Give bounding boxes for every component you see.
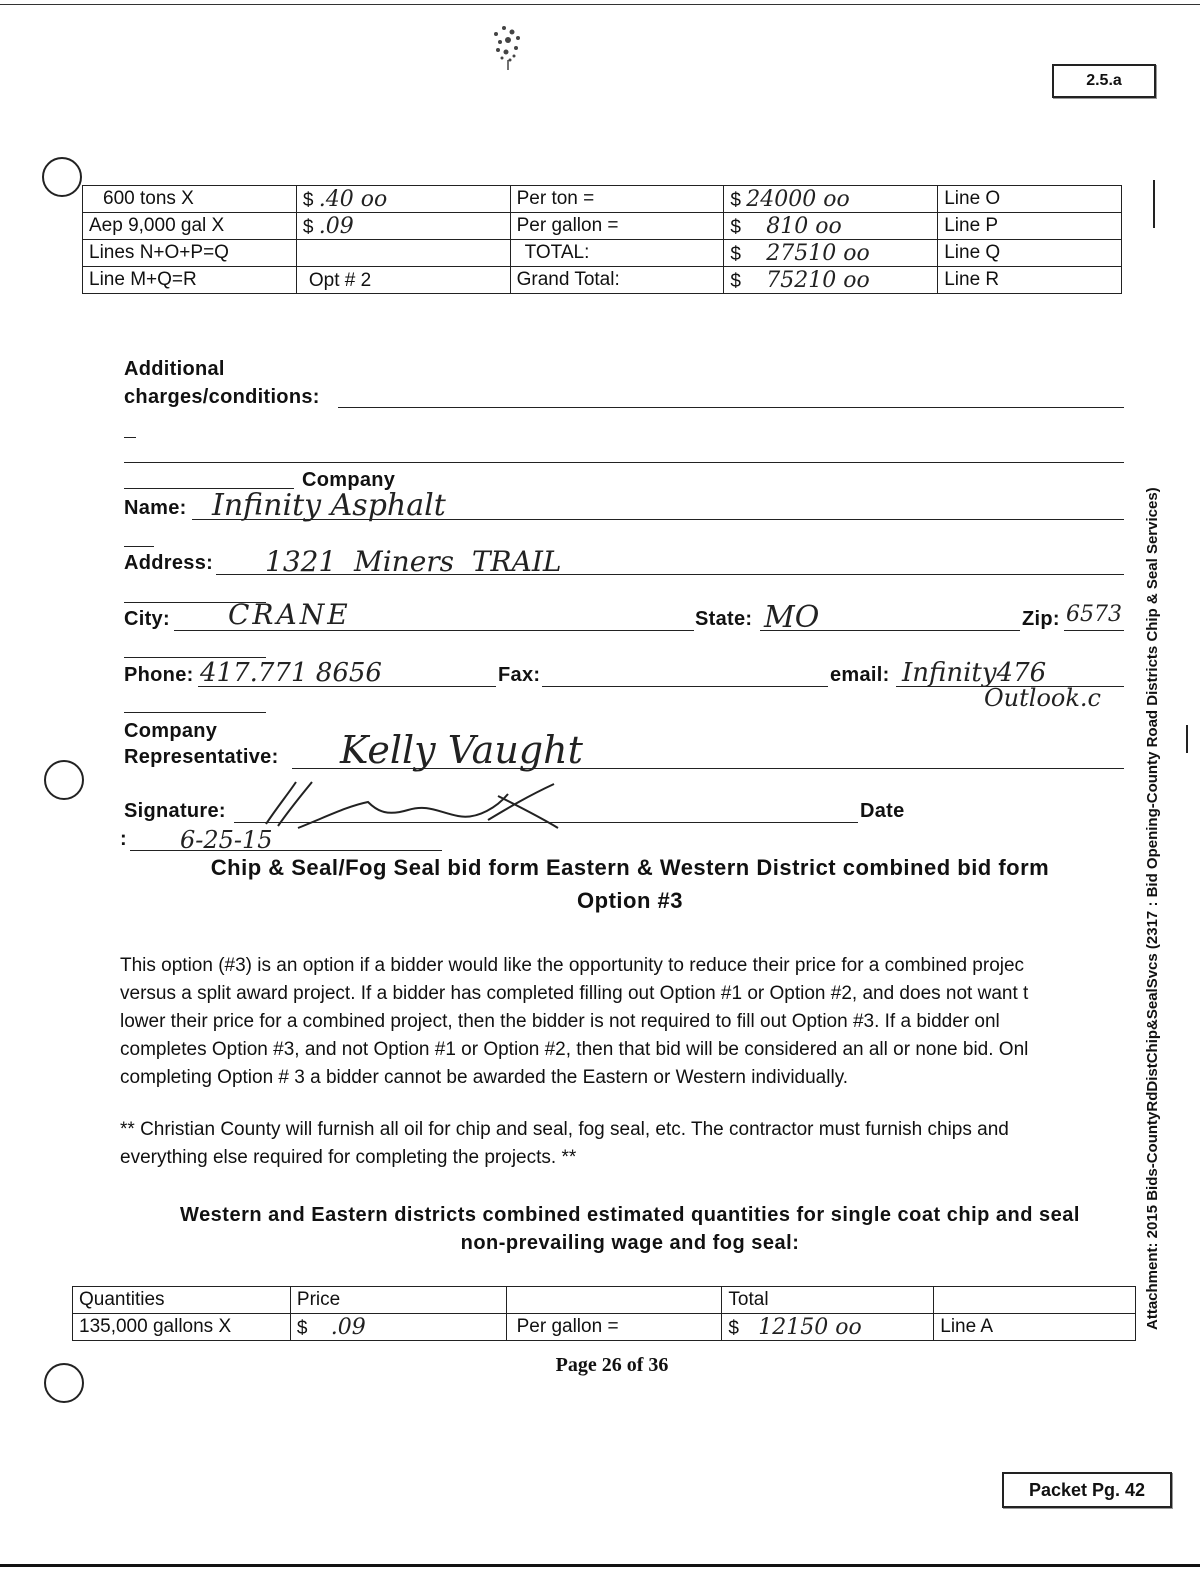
zip-field[interactable]: [1064, 630, 1124, 631]
unit-cell: Grand Total:: [510, 267, 724, 294]
date-field[interactable]: [130, 850, 442, 851]
header-cell: Quantities: [73, 1287, 291, 1314]
phone-label: Phone:: [124, 664, 194, 686]
top-border: [0, 4, 1200, 5]
line-cell: Line Q: [938, 240, 1122, 267]
phone-value: 417.771 8656: [200, 658, 382, 688]
note-line: ** Christian County will furnish all oil for chip and seal, fog seal, etc. The contractor must furnish chips and: [120, 1119, 1009, 1140]
total-cell: $ 810 oo: [724, 213, 938, 240]
date-label: Date: [860, 800, 905, 822]
handwritten-signature: [258, 776, 568, 836]
conditions-field[interactable]: [338, 407, 1124, 408]
state-value: MO: [764, 600, 820, 635]
conditions-field-line2[interactable]: [124, 462, 1124, 463]
stamp-mark-icon: [486, 20, 530, 72]
total-cell: $ 27510 oo: [724, 240, 938, 267]
zip-label: Zip:: [1022, 608, 1060, 630]
punch-hole: [44, 760, 84, 800]
line-cell: Line O: [938, 186, 1122, 213]
city-value: CRANE: [228, 598, 351, 631]
quantities-subheading: non-prevailing wage and fog seal:: [460, 1232, 800, 1254]
paragraph-line: versus a split award project. If a bidder has completed filling out Option #1 or Option #2, and does not want t: [120, 983, 1029, 1004]
qty-cell: Aep 9,000 gal X: [83, 213, 297, 240]
paragraph-line: This option (#3) is an option if a bidder would like the opportunity to reduce their price for a combined projec: [120, 955, 1025, 976]
oil-note: [120, 1116, 1136, 1172]
city-label: City:: [124, 608, 170, 630]
email-value: Infinity476: [902, 658, 1047, 688]
qty-cell: 600 tons X: [83, 186, 297, 213]
quantities-heading: Western and Eastern districts combined estimated quantities for single coat chip and seal: [180, 1204, 1080, 1226]
packet-page-tag: Packet Pg. 42: [1002, 1472, 1172, 1508]
page-tag: 2.5.a: [1052, 64, 1156, 98]
total-cell: $ 24000 oo: [724, 186, 938, 213]
total-cell: $ 12150 oo: [722, 1314, 934, 1341]
underline: [124, 437, 136, 438]
top-bid-table: [82, 185, 1122, 294]
option3-paragraph: [120, 952, 1136, 1092]
date-prefix: :: [120, 828, 127, 850]
page-number: Page 26 of 36: [555, 1354, 669, 1376]
table-row: [83, 186, 1122, 213]
underline: [124, 712, 266, 713]
price-cell: [296, 240, 510, 267]
price-cell: Opt # 2: [296, 267, 510, 294]
rep-value: Kelly Vaught: [340, 728, 583, 772]
side-attachment-text: Attachment: 2015 Bids-CountyRdDistChip&SealSvcs (2317 : Bid Opening-County Road Districts Chip & Seal Services): [1144, 487, 1161, 1330]
header-cell: [506, 1287, 722, 1314]
signature-label: Signature:: [124, 800, 226, 822]
unit-cell: TOTAL:: [510, 240, 724, 267]
price-cell: $ .09: [296, 213, 510, 240]
unit-cell: Per gallon =: [506, 1314, 722, 1341]
header-cell: [934, 1287, 1136, 1314]
line-cell: Line R: [938, 267, 1122, 294]
qty-cell: Lines N+O+P=Q: [83, 240, 297, 267]
conditions-label: charges/conditions:: [124, 386, 320, 408]
underline: [124, 546, 154, 547]
date-value: 6-25-15: [180, 826, 273, 854]
email-value-line2: Outlook.c: [984, 684, 1101, 712]
table-row: [83, 213, 1122, 240]
address-label: Address:: [124, 552, 214, 574]
paragraph-line: completes Option #3, and not Option #1 or Option #2, then that bid will be considered an all or none bid. Onl: [120, 1039, 1029, 1060]
price-cell: $ .09: [290, 1314, 506, 1341]
qty-cell: 135,000 gallons X: [73, 1314, 291, 1341]
total-cell: $ 75210 oo: [724, 267, 938, 294]
line-cell: Line P: [938, 213, 1122, 240]
additional-label: Additional: [124, 358, 225, 380]
table-row: [83, 267, 1122, 294]
name-label: Name:: [124, 497, 187, 519]
zip-value: 6573: [1066, 602, 1122, 627]
price-cell: $ .40 oo: [296, 186, 510, 213]
table-row: [83, 240, 1122, 267]
company-label: Company: [302, 469, 396, 491]
fax-field[interactable]: [542, 686, 828, 687]
header-cell: Price: [290, 1287, 506, 1314]
punch-hole: [42, 157, 82, 197]
table-header-row: [73, 1287, 1136, 1314]
bottom-bid-table: [72, 1286, 1136, 1341]
note-line: everything else required for completing the projects. **: [120, 1147, 577, 1168]
option3-subheading: Option #3: [577, 888, 683, 913]
bottom-border: [0, 1564, 1200, 1567]
line-cell: Line A: [934, 1314, 1136, 1341]
unit-cell: Per gallon =: [510, 213, 724, 240]
paragraph-line: lower their price for a combined project, then the bidder is not required to fill out Option #3. If a bidder onl: [120, 1011, 1000, 1032]
header-cell: Total: [722, 1287, 934, 1314]
unit-cell: Per ton =: [510, 186, 724, 213]
qty-cell: Line M+Q=R: [83, 267, 297, 294]
edge-mark: [1153, 180, 1155, 228]
edge-mark: [1186, 725, 1188, 753]
state-label: State:: [695, 608, 753, 630]
address-value: 1321 Miners TRAIL: [265, 545, 562, 578]
option3-heading: Chip & Seal/Fog Seal bid form Eastern & Western District combined bid form: [210, 855, 1050, 880]
paragraph-line: completing Option # 3 a bidder cannot be awarded the Eastern or Western individually.: [120, 1067, 849, 1088]
table-row: [73, 1314, 1136, 1341]
rep-label-line2: Representative:: [124, 746, 279, 768]
fax-label: Fax:: [498, 664, 541, 686]
name-value: Infinity Asphalt: [212, 488, 446, 523]
rep-label-line1: Company: [124, 720, 218, 742]
email-label: email:: [830, 664, 890, 686]
